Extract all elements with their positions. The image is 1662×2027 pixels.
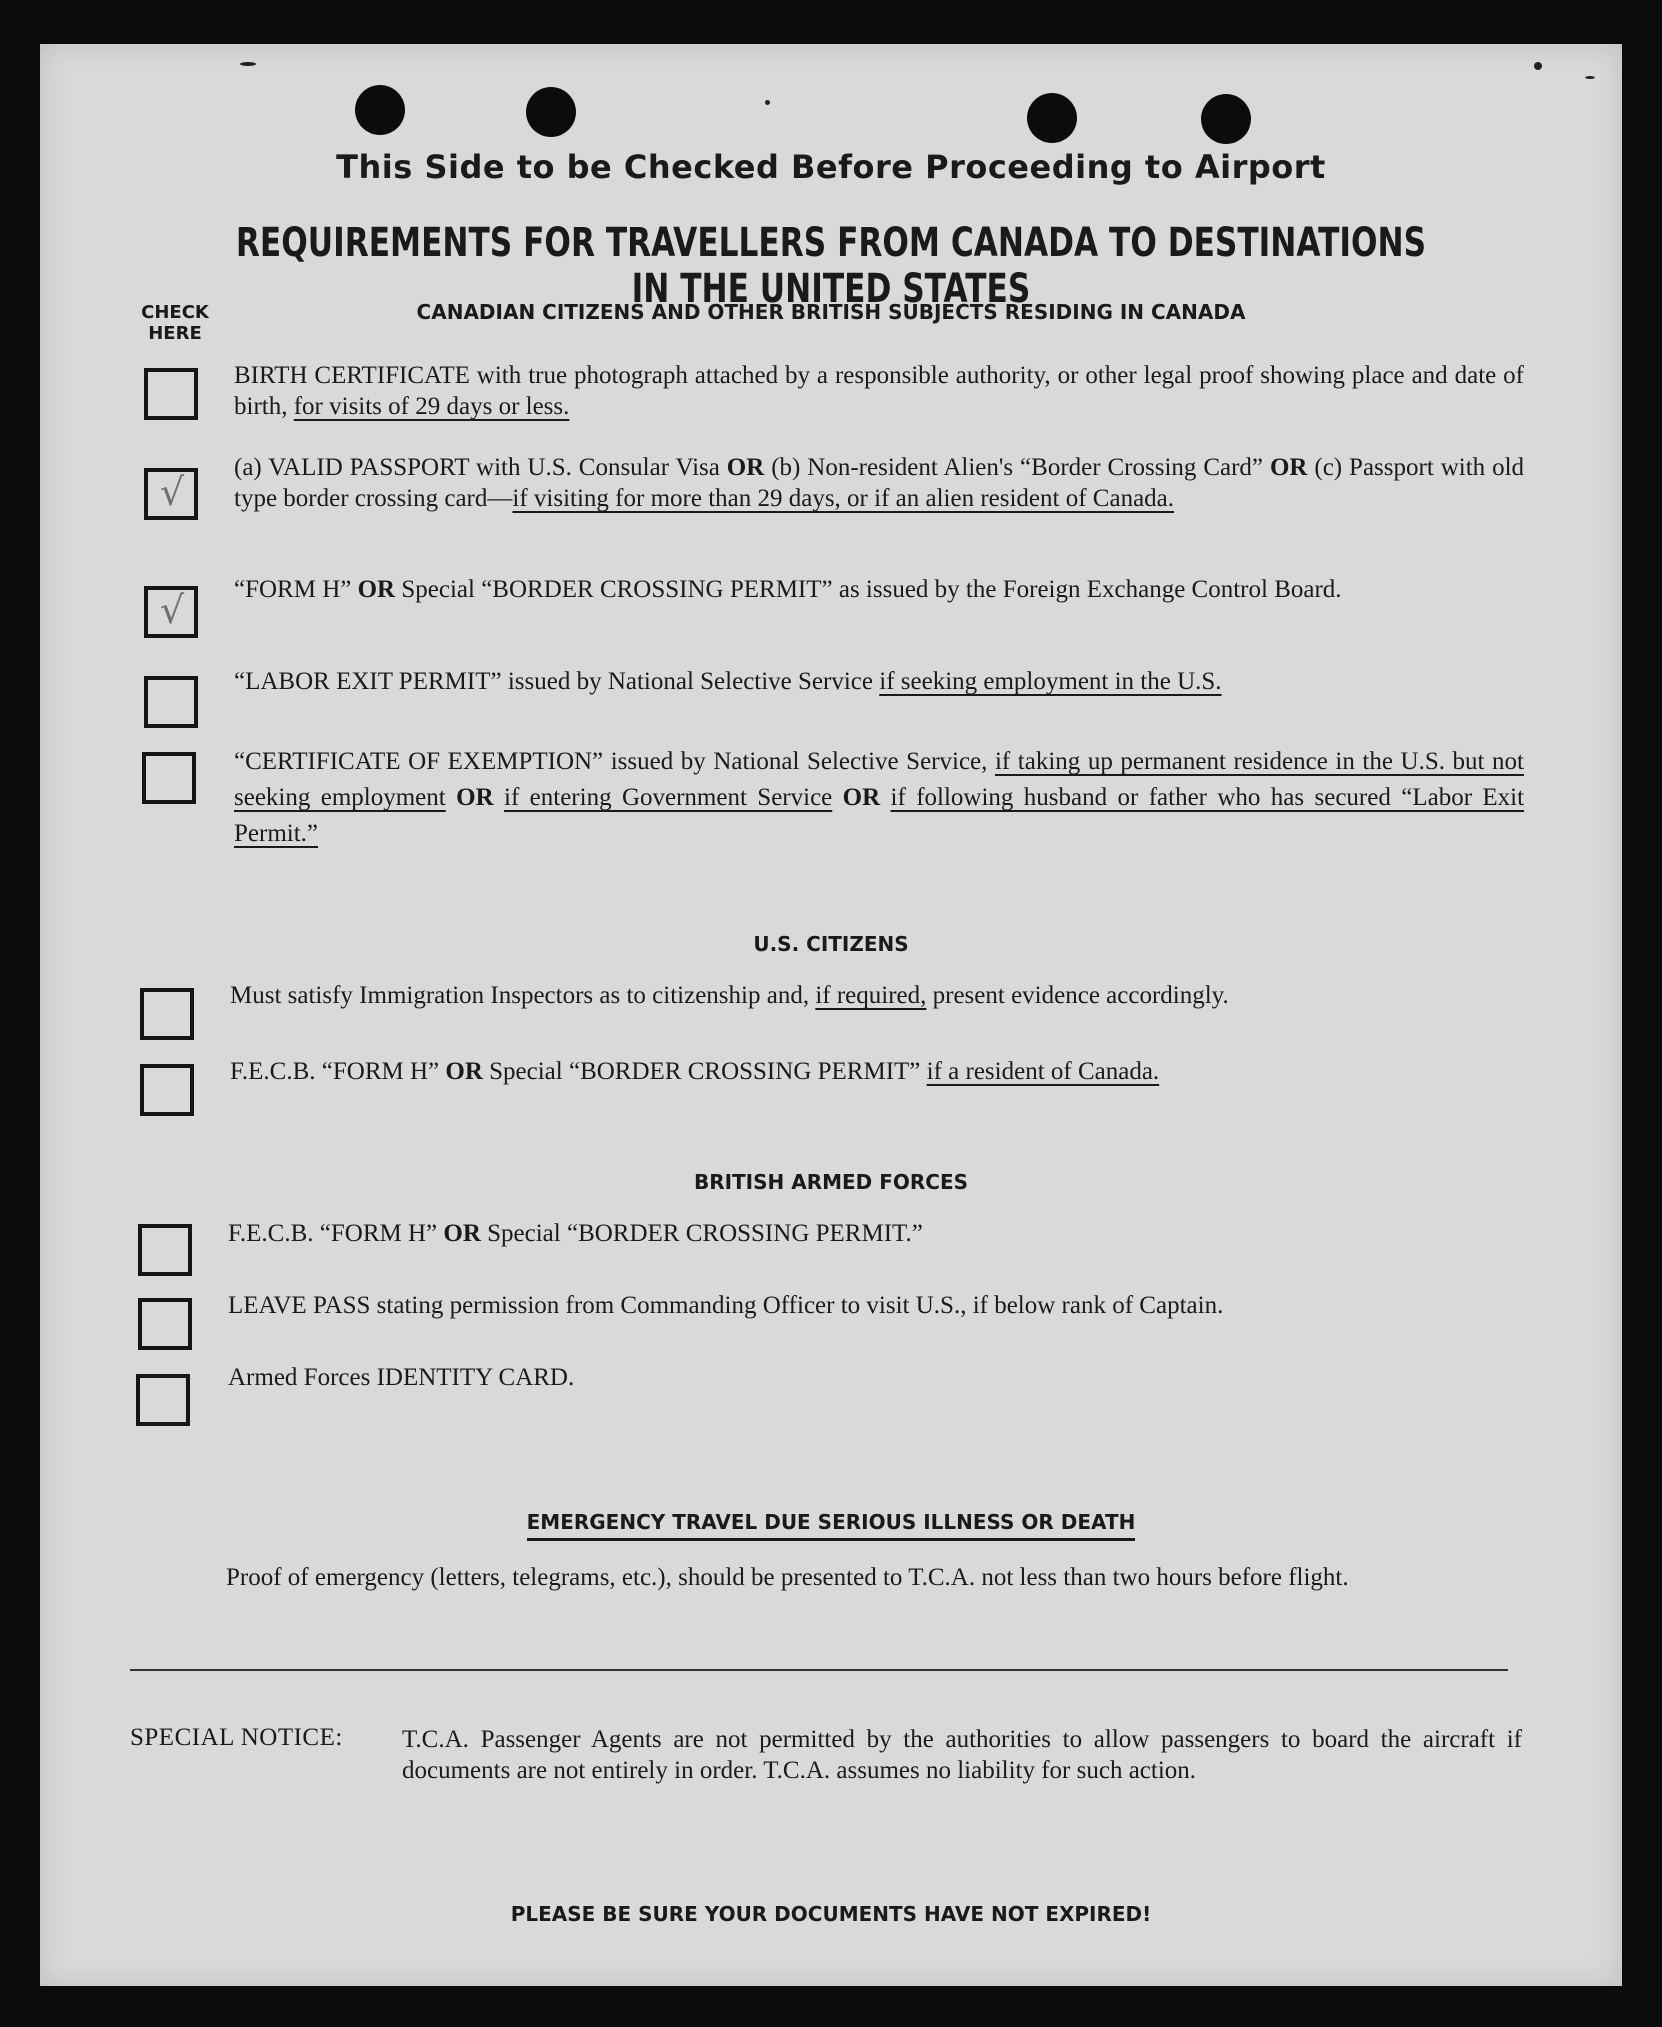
item-birth-certificate: BIRTH CERTIFICATE with true photograph attached by a responsible authority, or other legal proof showing place and date of birth, for visits of 29 days or less. (234, 362, 1524, 420)
page-subtitle: This Side to be Checked Before Proceeding to Airport (336, 148, 1326, 186)
punch-hole (1027, 93, 1077, 143)
emergency-text: Proof of emergency (letters, telegrams, etc.), should be presented to T.C.A. not less than two hours before flight. (226, 1564, 1349, 1591)
checkmark-icon: √ (160, 470, 185, 514)
speck (240, 62, 256, 66)
section-us-heading: U.S. CITIZENS (753, 932, 909, 956)
divider-line (130, 1669, 1508, 1671)
item-labor-exit-permit: “LABOR EXIT PERMIT” issued by National Selective Service if seeking employment in the U.S. (234, 668, 1222, 695)
checkbox-certificate-of-exemption[interactable] (142, 752, 196, 804)
item-form-h: “FORM H” OR Special “BORDER CROSSING PERMIT” as issued by the Foreign Exchange Control Board. (234, 576, 1342, 603)
item-us-form-h: F.E.C.B. “FORM H” OR Special “BORDER CROSSING PERMIT” if a resident of Canada. (230, 1058, 1160, 1085)
checkbox-labor-exit-permit[interactable] (144, 676, 198, 728)
checkmark-icon: √ (160, 588, 185, 632)
checkbox-identity-card[interactable] (136, 1374, 190, 1426)
document-page (40, 44, 1622, 1986)
checkbox-passport[interactable] (144, 468, 198, 520)
checkbox-leave-pass[interactable] (138, 1298, 192, 1350)
item-leave-pass: LEAVE PASS stating permission from Commanding Officer to visit U.S., if below rank of Captain. (228, 1292, 1224, 1319)
item-bf-form-h: F.E.C.B. “FORM H” OR Special “BORDER CROSSING PERMIT.” (228, 1220, 923, 1247)
special-notice-label: SPECIAL NOTICE: (130, 1724, 343, 1751)
item-passport: (a) VALID PASSPORT with U.S. Consular Visa OR (b) Non-resident Alien's “Border Crossing Card” OR (c) Passport with old type border crossing card—if visiting for more than 29 days, or if an alien resident of Canada. (234, 454, 1525, 512)
checkbox-birth-certificate[interactable] (144, 368, 198, 420)
item-us-citizenship: Must satisfy Immigration Inspectors as to citizenship and, if required, present evidence accordingly. (230, 982, 1229, 1009)
punch-hole (1201, 94, 1251, 144)
footer-warning: PLEASE BE SURE YOUR DOCUMENTS HAVE NOT EXPIRED! (510, 1902, 1152, 1926)
page-title: REQUIREMENTS FOR TRAVELLERS FROM CANADA TO DESTINATIONS IN THE UNITED STATES (235, 220, 1427, 312)
speck (765, 100, 770, 105)
checkbox-us-form-h[interactable] (140, 1064, 194, 1116)
punch-hole (526, 87, 576, 137)
emergency-heading: EMERGENCY TRAVEL DUE SERIOUS ILLNESS OR DEATH (40, 1510, 1622, 1534)
speck (1534, 62, 1542, 70)
speck (1585, 76, 1595, 79)
punch-hole (355, 85, 405, 135)
item-certificate-of-exemption: “CERTIFICATE OF EXEMPTION” issued by National Selective Service, if taking up permanent residence in the U.S. but not seeking employment OR if entering Government Service OR if following husband or father who has secured “Labor Exit Permit.” (234, 748, 1525, 847)
checkbox-us-citizenship[interactable] (140, 988, 194, 1040)
check-here-label: CHECK HERE (141, 302, 209, 344)
section-canadian-heading: CANADIAN CITIZENS AND OTHER BRITISH SUBJECTS RESIDING IN CANADA (416, 300, 1246, 324)
special-notice-text: T.C.A. Passenger Agents are not permitted by the authorities to allow passengers to board the aircraft if documents are not entirely in order. T.C.A. assumes no liability for such action. (402, 1726, 1522, 1784)
checkbox-bf-form-h[interactable] (138, 1224, 192, 1276)
checkbox-form-h[interactable] (144, 586, 198, 638)
section-british-heading: BRITISH ARMED FORCES (693, 1170, 969, 1194)
item-identity-card: Armed Forces IDENTITY CARD. (228, 1364, 575, 1391)
